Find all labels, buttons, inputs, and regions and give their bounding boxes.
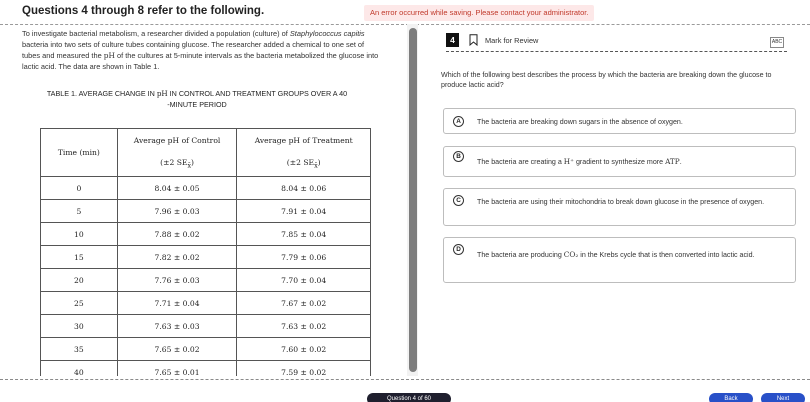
- header-control-sub: (±2 $SE_{x̄}$): [117, 153, 237, 177]
- bookmark-icon[interactable]: [469, 34, 478, 46]
- table-row: 5 7.96 ± 0.03 7.91 ± 0.04: [41, 200, 371, 223]
- back-button[interactable]: Back: [709, 393, 753, 402]
- choice-b[interactable]: [443, 146, 796, 177]
- mark-for-review-button[interactable]: Mark for Review: [485, 36, 539, 45]
- passage-pane: [0, 24, 405, 376]
- table-row: 20 7.76 ± 0.03 7.70 ± 0.04: [41, 269, 371, 292]
- choice-a[interactable]: [443, 108, 796, 134]
- question-divider: [446, 51, 787, 52]
- choice-letter-b: B: [453, 151, 464, 162]
- organism-name: Staphylococcus capitis: [289, 29, 365, 38]
- choice-d-text: The bacteria are producing CO₂ in the Krebs cycle that is then converted into lactic acid.: [477, 250, 755, 259]
- choice-a-text: The bacteria are breaking down sugars in the absence of oxygen.: [477, 118, 683, 126]
- choice-c[interactable]: [443, 188, 796, 226]
- error-banner: An error occurred while saving. Please contact your administrator.: [364, 5, 594, 21]
- choice-letter-a: A: [453, 116, 464, 127]
- choice-d[interactable]: [443, 237, 796, 283]
- choice-letter-c: C: [453, 195, 464, 206]
- table-row: 0 8.04 ± 0.05 8.04 ± 0.06: [41, 177, 371, 200]
- header-treatment-sub: (±2 $SE_{x̄}$): [237, 153, 371, 177]
- page-title: Questions 4 through 8 refer to the following.: [22, 5, 265, 17]
- bottom-divider: [0, 379, 810, 380]
- header-control: Average pH of Control: [117, 129, 237, 153]
- passage-text: To investigate bacterial metabolism, a researcher divided a population (culture) of Staphylococcus capitis bacteria into two sets of culture tubes containing glucose. The researcher added a chemical to one set of tubes and measured the pH of the cultures at 5-minute intervals as the bacteria metabolized the glucose into lactic acid. The data are shown in Table 1.: [22, 29, 379, 71]
- passage-scrollbar-thumb[interactable]: [409, 28, 417, 372]
- choice-letter-d: D: [453, 244, 464, 255]
- table-caption: TABLE 1. AVERAGE CHANGE IN pH IN CONTROL AND TREATMENT GROUPS OVER A 40 -MINUTE PERIOD: [46, 89, 348, 109]
- choice-b-text: The bacteria are creating a H⁺ gradient to synthesize more ATP.: [477, 157, 682, 166]
- question-text: Which of the following best describes the process by which the bacteria are breaking down the glucose to produce lactic acid?: [441, 71, 772, 89]
- table-row: 15 7.82 ± 0.02 7.79 ± 0.06: [41, 246, 371, 269]
- table-row: 10 7.88 ± 0.02 7.85 ± 0.04: [41, 223, 371, 246]
- header-time: Time (min): [41, 129, 118, 177]
- question-navigator-button[interactable]: Question 4 of 60: [367, 393, 451, 402]
- question-number-badge: 4: [446, 33, 459, 47]
- data-table: [40, 128, 371, 376]
- table-row: 25 7.71 ± 0.04 7.67 ± 0.02: [41, 292, 371, 315]
- table-row: 35 7.65 ± 0.02 7.60 ± 0.02: [41, 338, 371, 361]
- next-button[interactable]: Next: [761, 393, 805, 402]
- strikethrough-abc-icon[interactable]: ABC: [770, 37, 784, 48]
- choice-c-text: The bacteria are using their mitochondria to break down glucose in the presence of oxygen.: [477, 198, 765, 206]
- header-treatment: Average pH of Treatment: [237, 129, 371, 153]
- table-row: 30 7.63 ± 0.03 7.63 ± 0.02: [41, 315, 371, 338]
- table-row: 40 7.65 ± 0.01 7.59 ± 0.02: [41, 361, 371, 377]
- top-bar: [0, 0, 810, 22]
